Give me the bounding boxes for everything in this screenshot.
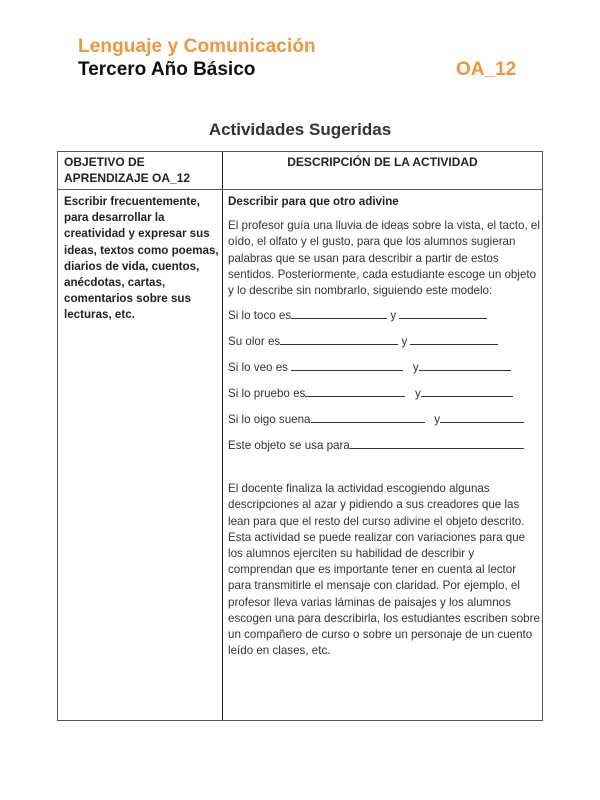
blank-field <box>399 307 487 319</box>
activity-title: Describir para que otro adivine <box>228 195 399 208</box>
model-line-label: Si lo toco es <box>228 309 292 323</box>
activity-closing: El docente finaliza la actividad escogiendo algunas descripciones al azar y pidiendo a sus creadores que las lean para que el resto del curso adivine el objeto descrito. Esta actividad se puede realizar con variaciones para que los alumnos ejerciten su habilidad de describir y comprendan que es importante tener en cuenta al lector para transmitirle el mensaje con claridad. Por ejemplo, el profesor lleva varias láminas de paisajes y los alumnos escogen una para describirla, los estudiantes escriben sobre un compañero de curso o sobre un personaje de un cuento leído en clases, etc. <box>228 482 540 658</box>
blank-field <box>280 333 398 345</box>
column-divider <box>222 152 223 720</box>
blank-field <box>440 411 524 423</box>
model-line <box>228 359 540 375</box>
objective-text: Escribir frecuentemente, para desarrollar la creatividad y expresar sus ideas, textos como poemas, diarios de vida, cuentos, anécdotas, cartas, comentarios sobre sus lecturas, etc. <box>64 195 219 322</box>
model-line <box>228 411 540 427</box>
model-line <box>228 307 540 323</box>
blank-field <box>419 359 511 371</box>
model-line-label: Si lo pruebo es <box>228 387 306 401</box>
model-line-label: Si lo veo es <box>228 361 288 375</box>
objective-column-header: OBJETIVO DE APRENDIZAJE OA_12 <box>64 155 191 185</box>
model-line-conjunction: y <box>390 309 397 323</box>
objective-code: OA_12 <box>456 59 517 80</box>
model-line <box>228 385 540 401</box>
blank-field <box>291 307 387 319</box>
header-row-divider <box>58 189 542 190</box>
blank-field <box>410 333 498 345</box>
page-title: Actividades Sugeridas <box>208 120 392 139</box>
description-column-header: DESCRIPCIÓN DE LA ACTIVIDAD <box>287 155 478 169</box>
subject-heading: Lenguaje y Comunicación <box>78 36 316 57</box>
activity-description <box>228 194 540 659</box>
blank-field <box>421 385 513 397</box>
blank-field <box>305 385 405 397</box>
model-lines <box>228 307 540 453</box>
model-line <box>228 437 540 453</box>
activity-intro: El profesor guía una lluvia de ideas sobre la vista, el tacto, el oído, el olfato y el gusto, para que los alumnos sugieran palabras que se usan para describir a partir de estos sentidos. Posteriormente, cada estudiante escoge un objeto y lo describe sin nombrarlo, siguiendo este modelo: <box>228 219 540 298</box>
model-line-conjunction: y <box>401 335 408 349</box>
blank-field <box>311 411 425 423</box>
blank-field <box>350 437 524 449</box>
blank-field <box>291 359 403 371</box>
grade-heading: Tercero Año Básico <box>78 59 256 80</box>
model-line-conjunction: y <box>412 361 419 375</box>
model-line-conjunction: y <box>434 413 440 427</box>
model-line <box>228 333 540 349</box>
model-line-conjunction: y <box>415 387 421 401</box>
model-line-label: Su olor es <box>228 335 281 349</box>
model-line-label: Si lo oigo suena <box>228 413 311 427</box>
model-line-label: Este objeto se usa para <box>228 439 350 453</box>
activities-table <box>57 151 543 721</box>
